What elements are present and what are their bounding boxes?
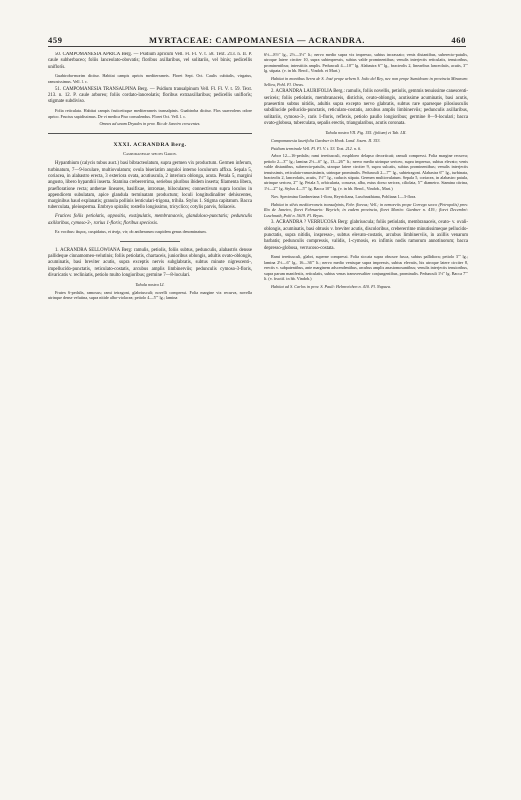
species-1: 1. ACRANDRA SELLOWIANA Berg: ramulis, petiolis, foliis subtus, pedunculis, alabastris densse pallideque cinnamomeo-velutinis; foliis petiolatis, chartaceis, junioribus oblongis, adultis ovato-oblongis, acuminatis, basi breviter acutis, supra exceptis nervis subglabratis, subtus minute nigrescenti-, impellucido-punctatis, reticulato-costatis, arcubus amplis limbinerviis; pedunculis cymoso-3-floris, divaricatis v. recliniatis, petiolo multo longioribus; germine 7—8-loculari. (48, 247, 252, 278)
page-number-left: 459 (48, 35, 63, 45)
right-column (264, 52, 468, 764)
species-50-note: Guabiroba-morim dicitur. Habitat campis apricis mediterraneis. Floret Sept. Oct. Caulis cubitalis, virgatus, ramosissimus. Vell. l. c. (48, 73, 252, 84)
dryades-note: Omnes ad unam Dryades in prov. Rio de Janeiro crescentes. (99, 121, 201, 127)
species-1-description: Frutex 6-pedalis, ramosus; rami tetragoni, glabriusculi; novelli compressi. Folia margine vix recurva, novella utrinque dense velutina, supra nitide albo-violacea; petiolo 4—5′′′ lg.; lamina (48, 289, 252, 301)
genus-heading: XXXI. ACRANDRA Berg. (113, 141, 187, 148)
header-rule (48, 46, 466, 47)
species-1-plate: Tabula nostra LI. (135, 281, 165, 287)
genus-subheading: Campomanesiae species Gardn. (123, 151, 177, 157)
species-3-habitat: Habitat ad S. Carlos in prov. S. Pauli: Helmreichen n. 410. Fl. Napaea. (271, 283, 391, 289)
etymology: Ex vocibus: ἄκρος, cuspidatus, et ἀνήρ, vir; ob antherarum cuspidem genus denominatum. (55, 229, 207, 235)
species-2-habitat: Habitat in silvis mediterraneis transalpinis, Febr. floreus; Vell.; in nemoreiis prope Corrego secco (Petropolis) prov. Rio de Janeiro, floret Februario: Beyrich; in eadem provincia, floret Martio: Gardner n. 419.; floret Decembri: Luschnath, Pohl n. 5619. Fl. Bryas. (264, 201, 468, 218)
genus-description: Hypanthium (calycis tubus auct.) basi bibracteolatum, supra germen vix productum. Germen inferum, turbinatum, 7—9-loculare, multiovulatum; ovula biseriatim anguloi interno loculorum affixa. Sepala 5, coriacea, in alabastro erecta, 3 exteriora ovata, acutiuscula, 2 interiora oblonga, acuta. Petala 5, margini angusto, libero hypanthii inserta. Stamina crebererrima, seriebus pluribus ibidem inserta; filamenta libera, praefloratione recta; antherae lineares, basifixae, introrsae, biloculares; connectivum supra loculos in appendicem subulatam, apice glandula terminatam productum; loculi longitudinaliter dehiscentes, marginibus haud explanatis; granula pollinis lenticulari-trigona, trihila. Stylus 1. Stigma capitatum. Bacca tuberculata, pleiosperma. Embryo spiralis; rostello longissimo, tricyclico; cotylis parvis, foliaceis. (48, 161, 252, 211)
species-51-note: Folia reticulata. Habitat campis fruticetisque mediterraneis transalpinis. Guabiroba dicitur. Flos suaveolens odore aprico. Fructus sapidissimus. De vi medica Piso consulendus. Floret Oct. Vell. l. c. (48, 108, 252, 119)
species-2-note: Nov. Specimina Gardneriana 1-flora, Reyricliana, Luschnathiana, Pohliana 1—3-flora. (271, 193, 417, 199)
genus-habit: Frutices foliis petiolatis, oppositis, exstipulatis, membranaceis, glanduloso-punctatis; pedunculis axillaribus, cymoso-3-, rarius 1-floris; floribus speciosis. (48, 214, 252, 226)
species-3-description: Rami teretiusculi, glabri, superne compressi. Folia siccata supra obscure fusca, subtus pallidiora; petiolo 3′′′ lg.; lamina 2½—6′′ lg., 16—36′′′ lt.; nervo medio venisque supra impressis, subtus elevatis, his utroque latere circiter 8, erectis v. subpatentibus, ante marginem adscendentibus, arcubus amplis anastomosantibus; venulis interjectis tenuioribus, supra parum manifestis, reticulatis, subtus venas transversaliter conjungentibus, prominulis. Pedunculi 1½′′ lg. Bacca 7′′′ lt. (v. fructif. in hb. Vindob.) (264, 254, 468, 282)
species-3: 3. ACRANDRA ? VERRUCOSA Berg: glabriuscula; foliis petiolatis, membranaceis, ovato- v. ovali-oblongis, acuminatis, basi obtusis v. breviter acutis, discoloribus, crebererrime minutissimeque pellucido-punctatis, supra nitidis, inspresso-, subtus elevato-costatis, arcubus limbinerviis, in axillis venarum barbatis; pedunculis compressis, validis, 1-cymosis, ex infimis nodis ramorum annotinorum; bacca depresso-globosa, verrucoso-costata. (264, 220, 468, 251)
species-2: 2. ACRANDRA LAURIFOLIA Berg.: ramulis, foliis novellis, petiolis, gemmis tenuissime canescenti-sericeis; foliis petiolatis, membranaceis, distichis, ovato-oblongis, acutissime acuminatis, basi acutis, praesertim subtus nitidis, adultis supra excepto nervo glabratis, subtus rare sparseque pilosiusculis subdilucide pellucido-punctatis, reticulato-costatis, arcubus amplis limbinerviis; pedunculis axillaribus, solitariis, cymoso-3-, raris 1-floris, reflexis, petiolo paullo longioribus; germine 8—9-loculari; bacca ovato-globosa, tuberculata, sepalis erectis, triangularibus, acutis coronata. (264, 89, 468, 126)
species-50: 50. CAMPOMANESIA APRICA Berg. — Psidium apricum Vell. Fl. Fl. V. t. 58. Text. 213. n. II. P. caule subherbaceo; foliis lanceolato-obovatis; floribus axillaribus, vel solitariis, vel binis; pedicellis uniflorīs. (48, 52, 252, 70)
species-2-synonym-2: Psidium terminale Vell. Fl. Fl. V. t. 53. Text. 212. n. 6. (271, 145, 362, 151)
species-51: 51. CAMPOMANESIA TRANSALPINA Berg. — Psidium transalpinum Vell. Fl. Fl. V. t. 59. Text. 213. n. 12. P. caule arboreo; foliis cordato-lanceolatis; floribus extraaxillaribus; pedicellis uniflorīs; stigmate subdiviso. (48, 86, 252, 105)
page-number-right: 460 (451, 35, 466, 45)
species-1-habitat: Habitat in montibus Serra de S. José prope urbem S. João del Rey, nec non prope Sumidouro in provincia Minarum: Sellow, Pohl. Fl. Oreas. (264, 76, 468, 87)
species-2-synonym-1: Campomanesia laurifolia Gardner in Hook. Lond. Journ. II. 353. (271, 137, 381, 143)
page-header (48, 35, 466, 45)
divider (120, 241, 180, 242)
species-1-continued: 6½—8½′′ lg., 2½—3½′′ lt.; nervo medio supra vix impresso, subtus incrassato; venis distantibus, suberecto-patulis, utroque latere circiter 10, supra subimpressis, subtus valde prominentibus; venulis interjectis reticulatis, tenuioribus, prominentibus; interstitiis amplis. Pedunculi 4—10′′′ lg. Alabastra 6′′′ lg., bracteolis 2, linearibus lanceolatis, acutis, 3′′′ lg. stipata. (v. in hb. Berol., Vindob. et Mart.) (264, 52, 468, 74)
species-2-plate: Tabula nostra VII. Fig. 155. (folium) et Tab. LII. (325, 129, 407, 135)
section-rule (48, 133, 252, 134)
left-column (48, 52, 252, 764)
species-2-description: Arbor 12—16-pedalis; rami teretiusculi, exsphloeo delapso decorticati; ramuli compressi. Folia margine recurva; petiolo 2—3′′′ lg.; lamina 2½—6′′ lg., 13—26′′′ lt.; nervo medio utrinque sericeo, supra impresso, subtus elevato; venis valde distantibus, suberecto-patulis, utroque latere circiter 9, supra sulcatis, subtus prominentibus; venulis interjectis tenuissimis, reticulato-ramosissimis, utrinque prominulis. Pedunculi 2—7′′′ lg., subtetragoni. Alabastra 6′′′ lg., turbinata, bracteolis 2, lanceolatis, acutis, 1½′′′ lg., caducis stipata. Germen multiovulatum. Sepala 5, coriacea, in alabastro patula, utrinque sericea, 2′′′ lg. Petala 5, orbicularia, concava, alba, extus dorso sericea, ciliolata, 5′′′ diametro. Stamina citrina, 1½—2′′′ lg. Stylus 4—5′′′ lg. Bacca 10′′′ lg. (v. in hb. Berol., Vindob., Mart.) (264, 153, 468, 191)
running-title: MYRTACEAE: CAMPOMANESIA — ACRANDRA. (148, 35, 366, 45)
